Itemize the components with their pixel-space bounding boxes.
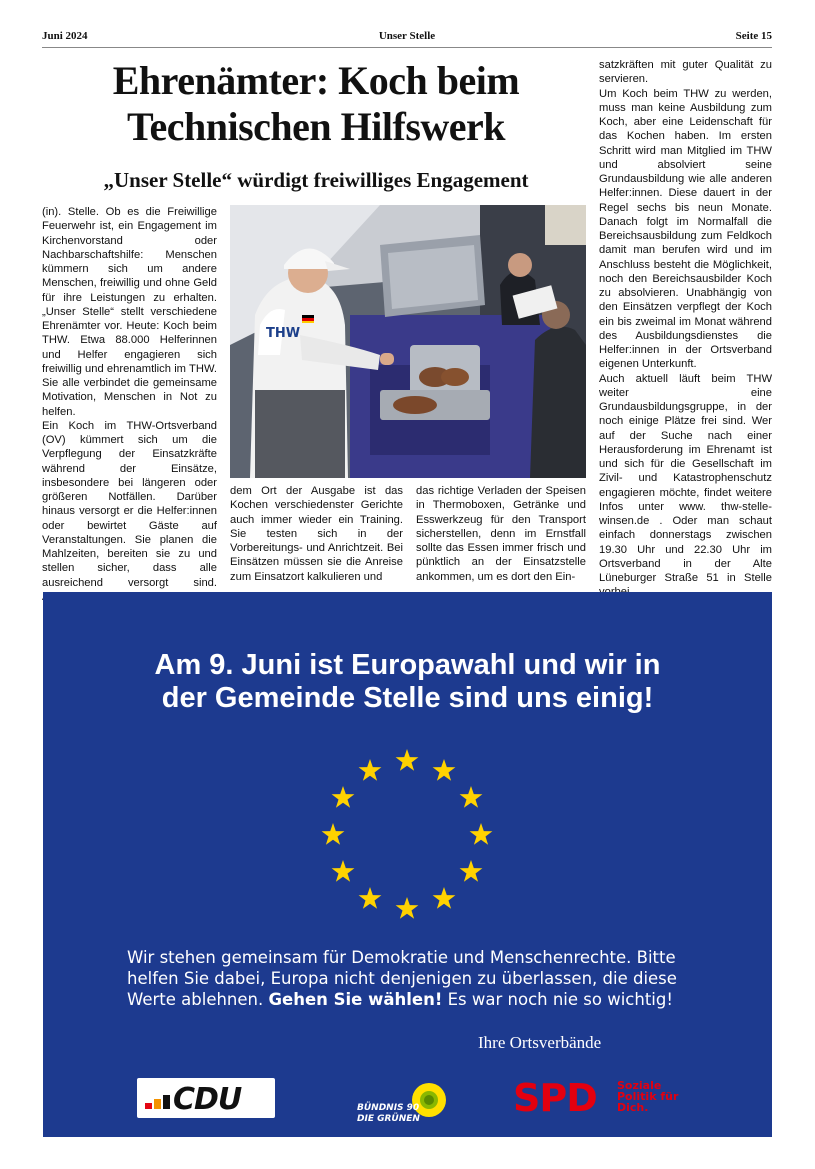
headline-line-1: Ehrenämter: Koch beim: [112, 58, 520, 103]
header-divider: [42, 47, 772, 48]
page-header: [42, 30, 772, 46]
headline-line-2: Technischen Hilfswerk: [126, 104, 506, 149]
ad-body-text: [127, 947, 687, 1010]
eu-star-icon: [359, 759, 382, 781]
ad-headline-line-1: Am 9. Juni ist Europawahl und wir in: [154, 649, 661, 681]
cdu-logo-text: CDU: [173, 1082, 242, 1117]
spd-slogan-line: Politik für: [617, 1090, 679, 1103]
eu-star-icon: [332, 860, 355, 882]
europawahl-advertisement: [43, 592, 772, 1137]
ad-body-part: Wir stehen gemeinsam für Demokratie und Menschenrechte. Bitte helfen Sie dabei, Europa nicht denjenigen zu überlassen, die diese Werte ablehnen.: [127, 948, 677, 1009]
eu-star-icon: [433, 887, 456, 909]
ad-headline-line-2: der Gemeinde Stelle sind uns einig!: [161, 682, 654, 714]
article-column-3: [416, 484, 586, 584]
paragraph: satzkräften mit guter Qualität zu servieren.: [599, 59, 772, 86]
article-subheadline: „Unser Stelle“ würdigt freiwilliges Engagement: [103, 168, 529, 192]
page-number: Seite 15: [735, 30, 772, 42]
eu-star-icon: [322, 823, 345, 845]
cook-at-field-kitchen-image: [230, 205, 586, 478]
paragraph: Um Koch beim THW zu werden, muss man keine Ausbildung zum Koch, aber eine Leidenschaft für das Kochen haben. Im ersten Schritt wird man Mitglied im THW und absolviert seine Grundausbildung wie alle anderen Helfer:innen. Diese dauert in der Regel sechs bis neun Monate. Danach folgt im Normalfall die Bereichsausbildung zum Feldkoch damit man berufen wird und im Anschluss besteht die Möglichkeit, noch den Bereichsausbilder Koch zu absolvieren. Unabhängig von den Einsätzen verpflegt der Koch ein bis zweimal im Monat während des Ausbildungsdienstes die Helfer:innen in der Ortsverband eigenen Unterkunft.: [599, 87, 772, 371]
gruene-logo-line-2: DIE GRÜNEN: [357, 1114, 420, 1124]
eu-star-icon: [460, 860, 483, 882]
gruene-logo: [357, 1072, 449, 1128]
eu-star-icon: [332, 786, 355, 808]
spd-logo: [513, 1076, 693, 1124]
ad-signoff: Ihre Ortsverbände: [478, 1033, 602, 1052]
spd-slogan-line: Dich.: [617, 1101, 649, 1114]
sunflower-icon: [357, 1072, 449, 1128]
vest-label: THW: [266, 326, 301, 341]
cdu-logo: [137, 1078, 275, 1118]
issue-date: Juni 2024: [42, 30, 88, 42]
eu-star-icon: [396, 897, 419, 919]
article-column-1: [42, 205, 217, 604]
eu-star-icon: [433, 759, 456, 781]
paragraph: (in). Stelle. Ob es die Freiwillige Feuerwehr ist, ein Engagement im Kirchenvorstand oder Nachbarschaftshilfe: Menschen kümmern sich um andere Menschen, freiwillig und ohne Geld für ihre Leistungen zu erhalten. „Unser Stelle“ stellt verschiedene Ehrenämter vor. Heute: Koch beim THW. Etwa 88.000 Helferinnen und Helfer engagieren sich freiwillig und ehrenamtlich im THW. Sie alle verbindet die gemeinsame Motivation, Menschen in Not zu helfen.: [42, 206, 217, 418]
paragraph: das richtige Verladen der Speisen in Thermoboxen, Getränke und Esswerkzeug für den Transport sicherstellen, denn im Ernstfall sollte das Essen immer frisch und pünktlich an der Einsatzstelle ankommen, um es dort den Ein-: [416, 485, 586, 583]
newspaper-name: Unser Stelle: [378, 30, 436, 42]
eu-star-icon: [460, 786, 483, 808]
spd-slogan: [617, 1080, 678, 1113]
eu-star-icon: [359, 887, 382, 909]
spd-logo-text: SPD: [513, 1076, 597, 1120]
gruene-logo-line-1: BÜNDNIS 90: [357, 1103, 420, 1113]
article-headline: [42, 58, 590, 150]
eu-star-icon: [470, 823, 493, 845]
paragraph: Auch aktuell läuft beim THW weiter eine Grundausbildungsgruppe, in der noch einige Plätze frei sind. Wer auf der Suche nach einer Herausforderung im Ehrenamt ist und sich für die Gesellschaft im Zivil- und Katastrophenschutz engagieren möchte, findet weitere Infos unter www. thw-stelle-winsen.de . Oder man schaut einfach donnerstags zwischen 19.30 Uhr und 22.30 Uhr im Ortsverband in der Alte Lüneburger Straße 51 in Stelle: [599, 372, 772, 584]
ad-body-part: Es war noch nie so wichtig!: [442, 990, 673, 1009]
spd-slogan-line: Soziale: [617, 1079, 662, 1092]
paragraph: dem Ort der Ausgabe ist das Kochen verschiedenster Gerichte auch immer wieder ein Training. Sie testen sich in der Vorbereitungs- und Anrichtzeit. Bei Einsätzen müssen sie die Anreise zum Einsatzort kalkulieren und: [230, 485, 403, 583]
article-column-2: [230, 484, 403, 584]
article-photo: [230, 205, 586, 478]
cdu-bars-icon: [145, 1091, 171, 1109]
eu-stars-circle-icon: [43, 592, 772, 1137]
ad-body-emphasis: Gehen Sie wählen!: [268, 990, 443, 1009]
eu-star-icon: [396, 749, 419, 771]
article-column-4: [599, 58, 772, 600]
paragraph: Ein Koch im THW-Ortsverband (OV) kümmert sich um die Verpflegung der Einsatzkräfte während der Einsätze, insbesondere bei längeren oder größeren Notfällen. Darüber hinaus versorgt er die Helfer:innen oder bewirtet Gäste auf Veranstaltungen. Sie planen die Mahlzeiten, bereiten sie zu und stellen sicher, dass alle ausreichend versorgt sind.: [42, 419, 217, 589]
